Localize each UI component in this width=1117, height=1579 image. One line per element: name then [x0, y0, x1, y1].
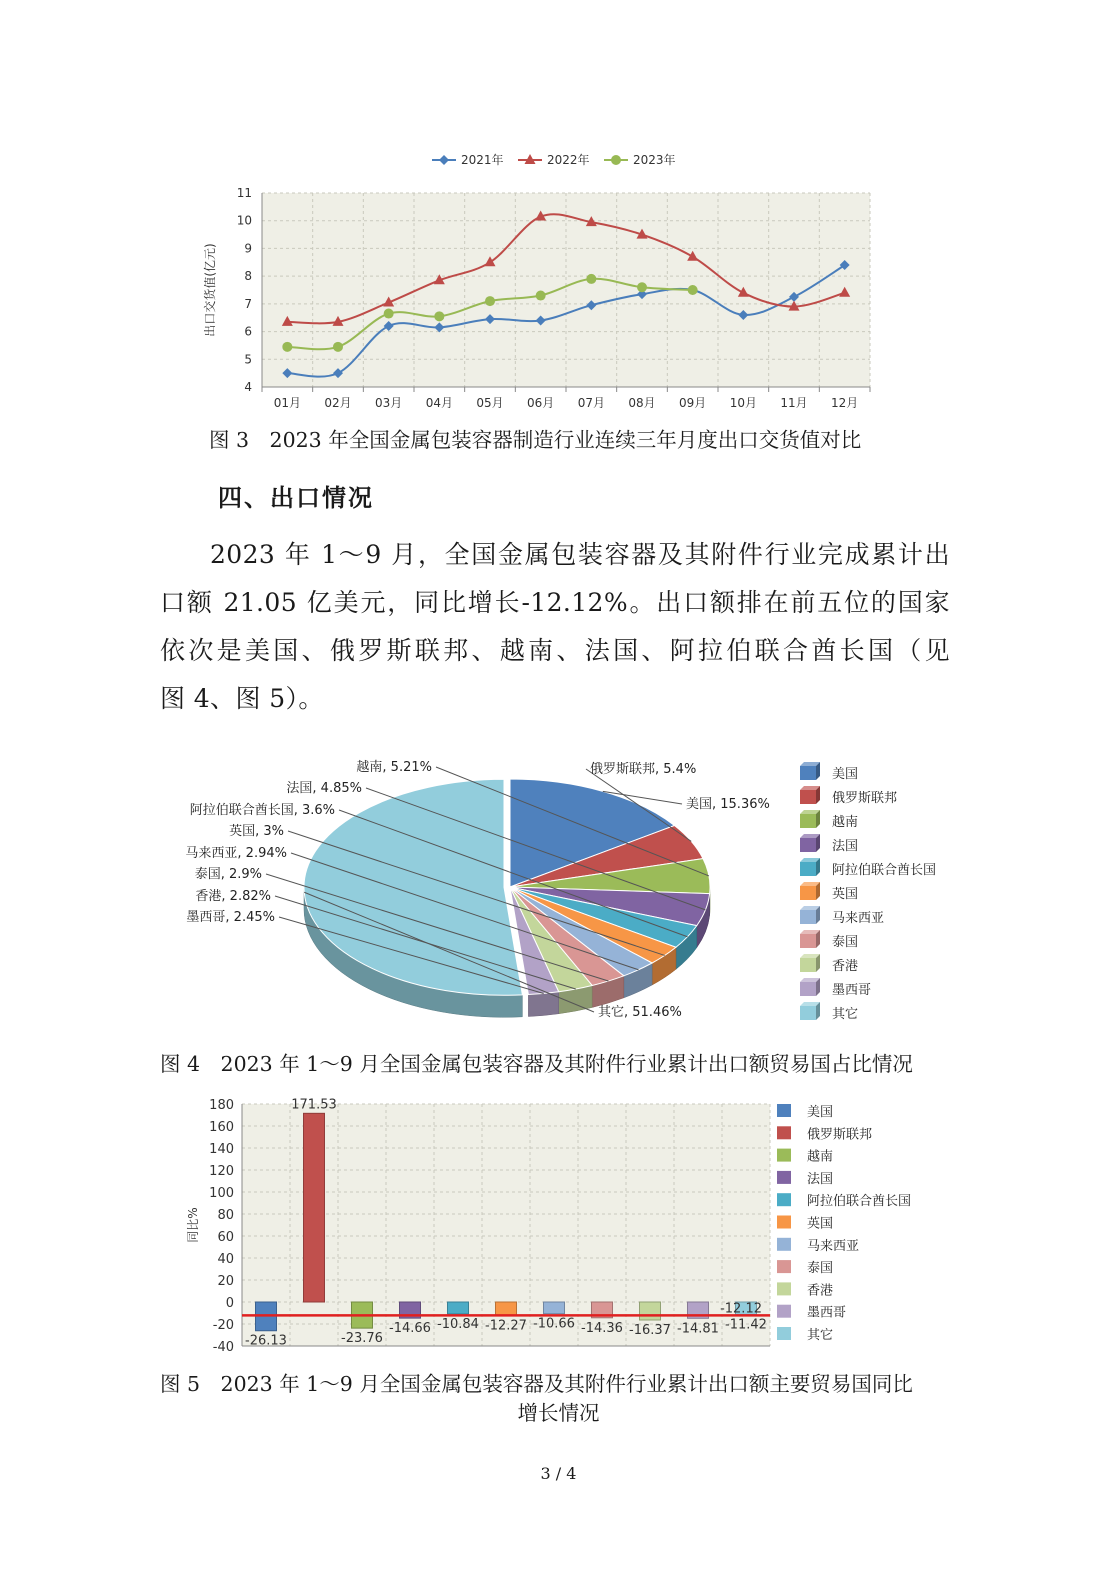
- y-tick-label: 0: [225, 1296, 234, 1311]
- y-tick-label: 100: [209, 1186, 234, 1201]
- data-point: [282, 342, 292, 352]
- legend-label: 2021年: [461, 153, 504, 167]
- y-tick-label: 9: [244, 241, 252, 256]
- y-tick-label: 8: [244, 269, 252, 284]
- legend-swatch: [777, 1216, 791, 1229]
- legend-swatch: [777, 1149, 791, 1162]
- y-axis-label: 同比%: [186, 1207, 200, 1243]
- figure5-caption-line2: 增长情况: [517, 1401, 600, 1425]
- legend-swatch: [777, 1305, 791, 1318]
- data-label: 泰国, 2.9%: [194, 867, 262, 882]
- data-label: 其它, 51.46%: [598, 1005, 682, 1020]
- paragraph-line: 2023 年 1～9 月，全国金属包装容器及其附件行业完成累计出: [210, 540, 950, 569]
- legend-item: [800, 762, 858, 782]
- legend-label: 泰国: [807, 1261, 834, 1277]
- legend-swatch: [777, 1193, 791, 1206]
- data-label: 越南, 5.21%: [356, 760, 432, 775]
- legend-item: [800, 930, 858, 950]
- legend-item: [800, 882, 858, 902]
- legend-label: 俄罗斯联邦: [832, 791, 898, 806]
- legend-label: 其它: [807, 1328, 834, 1343]
- data-point: [485, 296, 495, 306]
- legend-label: 香港: [807, 1283, 834, 1299]
- legend-item: [800, 954, 858, 974]
- data-label: 英国, 3%: [229, 824, 284, 839]
- legend-swatch: [777, 1171, 791, 1184]
- bar: [544, 1302, 565, 1314]
- legend-swatch: [800, 862, 816, 876]
- data-label: 俄罗斯联邦, 5.4%: [590, 762, 697, 777]
- x-tick-label: 10月: [729, 396, 757, 410]
- legend-label: 英国: [807, 1216, 834, 1232]
- y-tick-label: 5: [244, 352, 252, 367]
- data-label: -14.81: [677, 1321, 719, 1337]
- legend-swatch: [800, 1006, 816, 1020]
- legend-swatch: [800, 958, 816, 972]
- bar: [640, 1302, 661, 1320]
- legend-swatch: [800, 814, 816, 828]
- section-heading: 四、出口情况: [218, 484, 374, 512]
- y-tick-label: 120: [209, 1164, 234, 1179]
- legend-label: 英国: [832, 887, 859, 902]
- figure3-caption: 图 3 2023 年全国金属包装容器制造行业连续三年月度出口交货值对比: [209, 428, 862, 452]
- legend-item: [800, 978, 871, 998]
- legend-swatch: [777, 1327, 791, 1340]
- y-tick-label: 80: [217, 1208, 234, 1223]
- bar-chart-yoy-growth: [0, 1085, 1117, 1365]
- x-tick-label: 06月: [527, 396, 555, 410]
- legend-marker: [611, 155, 621, 165]
- x-tick-label: 04月: [425, 396, 453, 410]
- data-point: [434, 311, 444, 321]
- legend-label: 泰国: [832, 935, 859, 950]
- data-label: 马来西亚, 2.94%: [185, 846, 287, 861]
- y-axis-label: 出口交货值(亿元): [203, 243, 217, 337]
- data-label: 171.53: [291, 1097, 337, 1113]
- data-label: -23.76: [341, 1331, 383, 1347]
- line-chart-monthly-export: [0, 0, 1117, 420]
- x-tick-label: 03月: [375, 396, 403, 410]
- legend-label: 2023年: [633, 153, 676, 167]
- x-tick-label: 12月: [831, 396, 859, 410]
- bar: [304, 1113, 325, 1302]
- y-tick-label: 11: [236, 186, 252, 200]
- data-label: -14.36: [581, 1320, 623, 1336]
- data-point: [333, 342, 343, 352]
- y-tick-label: -20: [212, 1318, 234, 1333]
- y-tick-label: 6: [244, 324, 252, 339]
- data-label: 香港, 2.82%: [195, 889, 271, 904]
- reference-label: -12.12: [720, 1301, 762, 1317]
- data-label: -12.27: [485, 1318, 527, 1334]
- legend-item: [800, 858, 936, 878]
- y-tick-label: 40: [217, 1252, 234, 1267]
- legend-item: [800, 810, 858, 830]
- data-point: [586, 274, 596, 284]
- x-tick-label: 07月: [577, 396, 605, 410]
- x-tick-label: 11月: [780, 396, 808, 410]
- y-tick-label: 160: [209, 1120, 234, 1135]
- y-tick-label: 140: [209, 1142, 234, 1157]
- legend-label: 马来西亚: [807, 1238, 860, 1254]
- legend-item: [800, 906, 884, 926]
- paragraph-line: 依次是美国、俄罗斯联邦、越南、法国、阿拉伯联合酋长国（见: [160, 636, 950, 665]
- legend-swatch: [800, 934, 816, 948]
- data-label: 美国, 15.36%: [686, 797, 770, 812]
- page-number: 3 / 4: [540, 1464, 577, 1483]
- pie-chart-export-share: [0, 740, 1117, 1045]
- legend-swatch: [800, 838, 816, 852]
- data-label: -10.66: [533, 1316, 575, 1332]
- legend-label: 美国: [832, 767, 859, 782]
- legend-label: 2022年: [547, 153, 590, 167]
- data-label: 阿拉伯联合酋长国, 3.6%: [189, 803, 335, 818]
- x-tick-label: 02月: [324, 396, 352, 410]
- bar: [448, 1302, 469, 1314]
- legend-swatch: [777, 1104, 791, 1117]
- y-tick-label: 60: [217, 1230, 234, 1245]
- legend-swatch: [777, 1282, 791, 1295]
- legend-label: 法国: [807, 1171, 834, 1187]
- legend-swatch: [800, 910, 816, 924]
- y-tick-label: 4: [244, 380, 252, 394]
- legend-item: [800, 786, 897, 806]
- legend-swatch: [777, 1126, 791, 1139]
- legend-label: 马来西亚: [832, 911, 885, 926]
- data-label: -26.13: [245, 1333, 287, 1349]
- figure5-caption-line1: 图 5 2023 年 1～9 月全国金属包装容器及其附件行业累计出口额主要贸易国同比: [160, 1372, 913, 1396]
- legend-label: 阿拉伯联合酋长国: [807, 1194, 912, 1210]
- y-tick-label: 7: [244, 296, 252, 311]
- data-label: -10.84: [437, 1316, 479, 1332]
- data-point: [637, 282, 647, 292]
- x-tick-label: 09月: [679, 396, 707, 410]
- data-point: [688, 285, 698, 295]
- legend-label: 俄罗斯联邦: [807, 1127, 873, 1143]
- x-tick-label: 08月: [628, 396, 656, 410]
- data-point: [536, 291, 546, 301]
- data-label: 法国, 4.85%: [286, 781, 362, 796]
- legend-label: 越南: [807, 1149, 834, 1165]
- data-label: -16.37: [629, 1323, 671, 1339]
- legend-label: 美国: [807, 1105, 834, 1120]
- legend-item: [800, 1002, 858, 1022]
- data-label: -11.42: [725, 1317, 767, 1333]
- legend-swatch: [777, 1260, 791, 1273]
- legend-swatch: [800, 886, 816, 900]
- legend-label: 阿拉伯联合酋长国: [832, 863, 937, 878]
- data-point: [384, 309, 394, 319]
- legend-marker: [439, 155, 449, 165]
- legend-label: 墨西哥: [832, 983, 872, 998]
- legend-item: [800, 834, 858, 854]
- legend-swatch: [777, 1238, 791, 1251]
- legend-label: 越南: [832, 815, 859, 830]
- legend-swatch: [800, 790, 816, 804]
- paragraph-line: 口额 21.05 亿美元，同比增长-12.12%。出口额排在前五位的国家: [160, 588, 950, 617]
- paragraph-line: 图 4、图 5）。: [160, 684, 324, 713]
- y-tick-label: 180: [209, 1098, 234, 1113]
- bar: [496, 1302, 517, 1315]
- data-label: -14.66: [389, 1321, 431, 1337]
- x-tick-label: 05月: [476, 396, 504, 410]
- legend-label: 法国: [832, 839, 859, 854]
- x-tick-label: 01月: [273, 396, 301, 410]
- y-tick-label: -40: [212, 1340, 234, 1355]
- y-tick-label: 20: [217, 1274, 234, 1289]
- legend-swatch: [800, 766, 816, 780]
- y-tick-label: 10: [236, 213, 252, 228]
- legend-swatch: [800, 982, 816, 996]
- legend-label: 香港: [832, 959, 859, 974]
- legend-label: 其它: [832, 1007, 859, 1022]
- data-label: 墨西哥, 2.45%: [186, 910, 275, 925]
- legend-label: 墨西哥: [807, 1305, 847, 1321]
- figure4-caption: 图 4 2023 年 1～9 月全国金属包装容器及其附件行业累计出口额贸易国占比情况: [160, 1052, 913, 1076]
